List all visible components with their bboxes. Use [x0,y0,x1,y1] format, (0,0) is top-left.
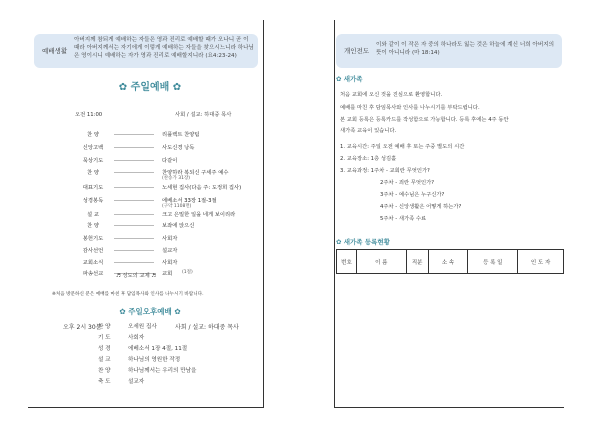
order-item-label: 찬 양 [87,170,99,176]
evangelism-banner [336,34,562,68]
order-item-label: 설 교 [87,212,99,218]
newcomer-line: 본 교회 등록은 등록카드를 작성함으로 가능합니다. 등록 후에는 4주 동안 [340,117,509,123]
order-item-label: 찬 양 [98,368,111,374]
order-item-label: 성 경 [98,346,111,352]
table-header-cell: 등 록 일 [468,250,518,274]
banner-label: 개인전도 [344,47,370,55]
order-item-value: 노세현 집사(다음 주: 도정희 집사) [162,185,242,191]
table-header-cell: 이 름 [356,250,406,274]
flower-icon: ✿ [119,307,129,316]
right-page [300,0,600,424]
curriculum-item: 5주차 - 새가족 수료 [380,216,427,222]
order-item-value: 사회자 [162,236,178,242]
curriculum-item: 3주차 - 예수님은 누구신가? [380,192,445,198]
page-bottom-line [28,407,264,408]
flower-icon: ✿ [336,75,344,83]
order-item-value: 리플렉트 찬양팀 [162,132,200,138]
newcomer-title: ✿ 새가족 [336,75,363,83]
morning-service-title: ✿ 주일예배 ✿ [118,82,182,93]
order-leader-line [114,147,154,148]
order-item-value: 교회 [162,271,173,277]
table-header-cell: 인 도 자 [518,250,564,274]
registration-title: ✿ 새가족 등록현황 [336,238,390,246]
banner-verse: 이와 같이 이 작은 자 중의 하나라도 잃는 것은 하늘에 계신 너희 아버지의 뜻이 아니니라 (마 18:14) [376,42,555,57]
order-leader-line [114,172,154,173]
order-item-label: 신앙고백 [82,145,104,151]
morning-time: 오전 11:00 [75,112,103,118]
order-item-label: 대표기도 [82,185,104,191]
order-item-label: 찬 양 [87,132,99,138]
order-leader-line [114,225,154,226]
order-item-value: 크고 은밀한 일을 네게 보이리라 [162,212,236,218]
order-item-value: 에베소서 33장 1절-3절 [162,198,217,204]
visitor-note: ※처음 방문하신 분은 예배를 마친 후 담임목사와 인사를 나누시기 바랍니다. [52,292,204,297]
order-leader-line [114,200,154,201]
order-item-label: 설 교 [98,357,111,363]
order-leader-line [114,214,154,215]
order-item-value: 다같이 [162,158,178,164]
order-item-label: 성경봉독 [82,198,104,204]
curriculum-item: 4주차 - 신앙생활은 어떻게 하는가? [380,204,462,210]
flower-icon: ✿ [118,82,131,93]
banner-verse: 아버지께 참되게 예배하는 자들은 영과 진리로 예배할 때가 오나니 곧 이 때라 아버지께서는 자기에게 이렇게 예배하는 자들을 찾으시느니라 하나님은 영이시니 예배하는 자가 영과 진리로 예배할지니라 (요4:23-24) [74,37,254,60]
page-bottom-line [334,407,564,408]
newcomer-line: 3. 교육과정: 1주차 - 교회란 무엇인가? [340,168,430,174]
registration-table [336,249,564,274]
order-leader-line [114,134,154,135]
table-row [337,250,564,274]
newcomer-line: 새가족 교육이 있습니다. [340,128,397,134]
order-item-label: 축 도 [98,379,111,385]
order-item-label: 찬 양 [98,324,111,330]
order-item-note: (구약 1108면) [162,204,192,209]
order-item-value: 하나님의 영원한 작정 [128,357,181,363]
page-edge-line [334,20,335,408]
order-item-label: 묵상기도 [82,158,104,164]
order-item-label: 기 도 [98,335,111,341]
order-item-label: 파송선교 [82,271,104,277]
afternoon-officiant: 사회 / 설교: 하대중 목사 [175,324,239,331]
order-item-value: 사회자 [128,335,145,341]
order-item-label: 찬 양 [87,223,99,229]
banner-label: 예배생활 [42,47,68,55]
table-header-cell: 소 속 [428,250,468,274]
newcomer-line: 2. 교육장소: 1층 성김홀 [340,156,397,162]
newcomer-line: 1. 교육시간: 주일 오전 예배 후 또는 주중 별도의 시간 [340,144,465,150]
newcomer-line: 예배를 마친 후 담임목사와 인사를 나누시기를 부탁드립니다. [340,105,480,111]
order-item-label: 봉헌기도 [82,236,104,242]
worship-life-banner [34,34,258,68]
morning-officiant: 사회 / 설교: 하대중 목사 [175,112,232,118]
afternoon-service-title: ✿ 주일오후예배 ✿ [119,307,181,316]
page-edge-line [263,20,264,408]
doxology: ♬ 성도의 교제 ♬ [116,273,157,279]
order-item-value: 보좌에 앉으신 [162,223,195,229]
newcomer-welcome: 처음 교회에 오신 것을 진심으로 환영합니다. [340,92,443,98]
order-item-note: (찬송가 31장) [162,176,191,181]
table-header-cell: 직분 [406,250,428,274]
afternoon-time: 오후 2시 30분 [63,324,102,331]
table-header-cell: 번호 [337,250,357,274]
order-leader-line [114,250,154,251]
order-item-value: 찬양하라 복되신 구세주 예수 [162,170,229,176]
order-leader-line [114,238,154,239]
order-item-value: 에베소서 1장 4절, 11절 [128,346,188,352]
curriculum-item: 2주차 - 죄란 무엇인가? [380,180,435,186]
order-item-label: 감사선언 [82,248,104,254]
flower-icon: ✿ [169,82,182,93]
order-item-value: 설교자 [162,248,178,254]
order-item-value: 사회자 [162,260,178,266]
flower-icon: ✿ [171,307,181,316]
order-item-value: 설교자 [128,379,145,385]
order-leader-line [114,262,154,263]
order-item-value: 오세원 집사 [128,324,157,330]
order-leader-line [114,187,154,188]
order-item-value: 하나님께서는 우리의 만남을 [128,368,197,374]
order-item-value: 사도신경 낭독 [162,145,195,151]
order-item-label: 교회소식 [82,260,104,266]
order-item-note: (1절) [182,270,193,275]
flower-icon: ✿ [336,238,344,246]
order-leader-line [114,160,154,161]
